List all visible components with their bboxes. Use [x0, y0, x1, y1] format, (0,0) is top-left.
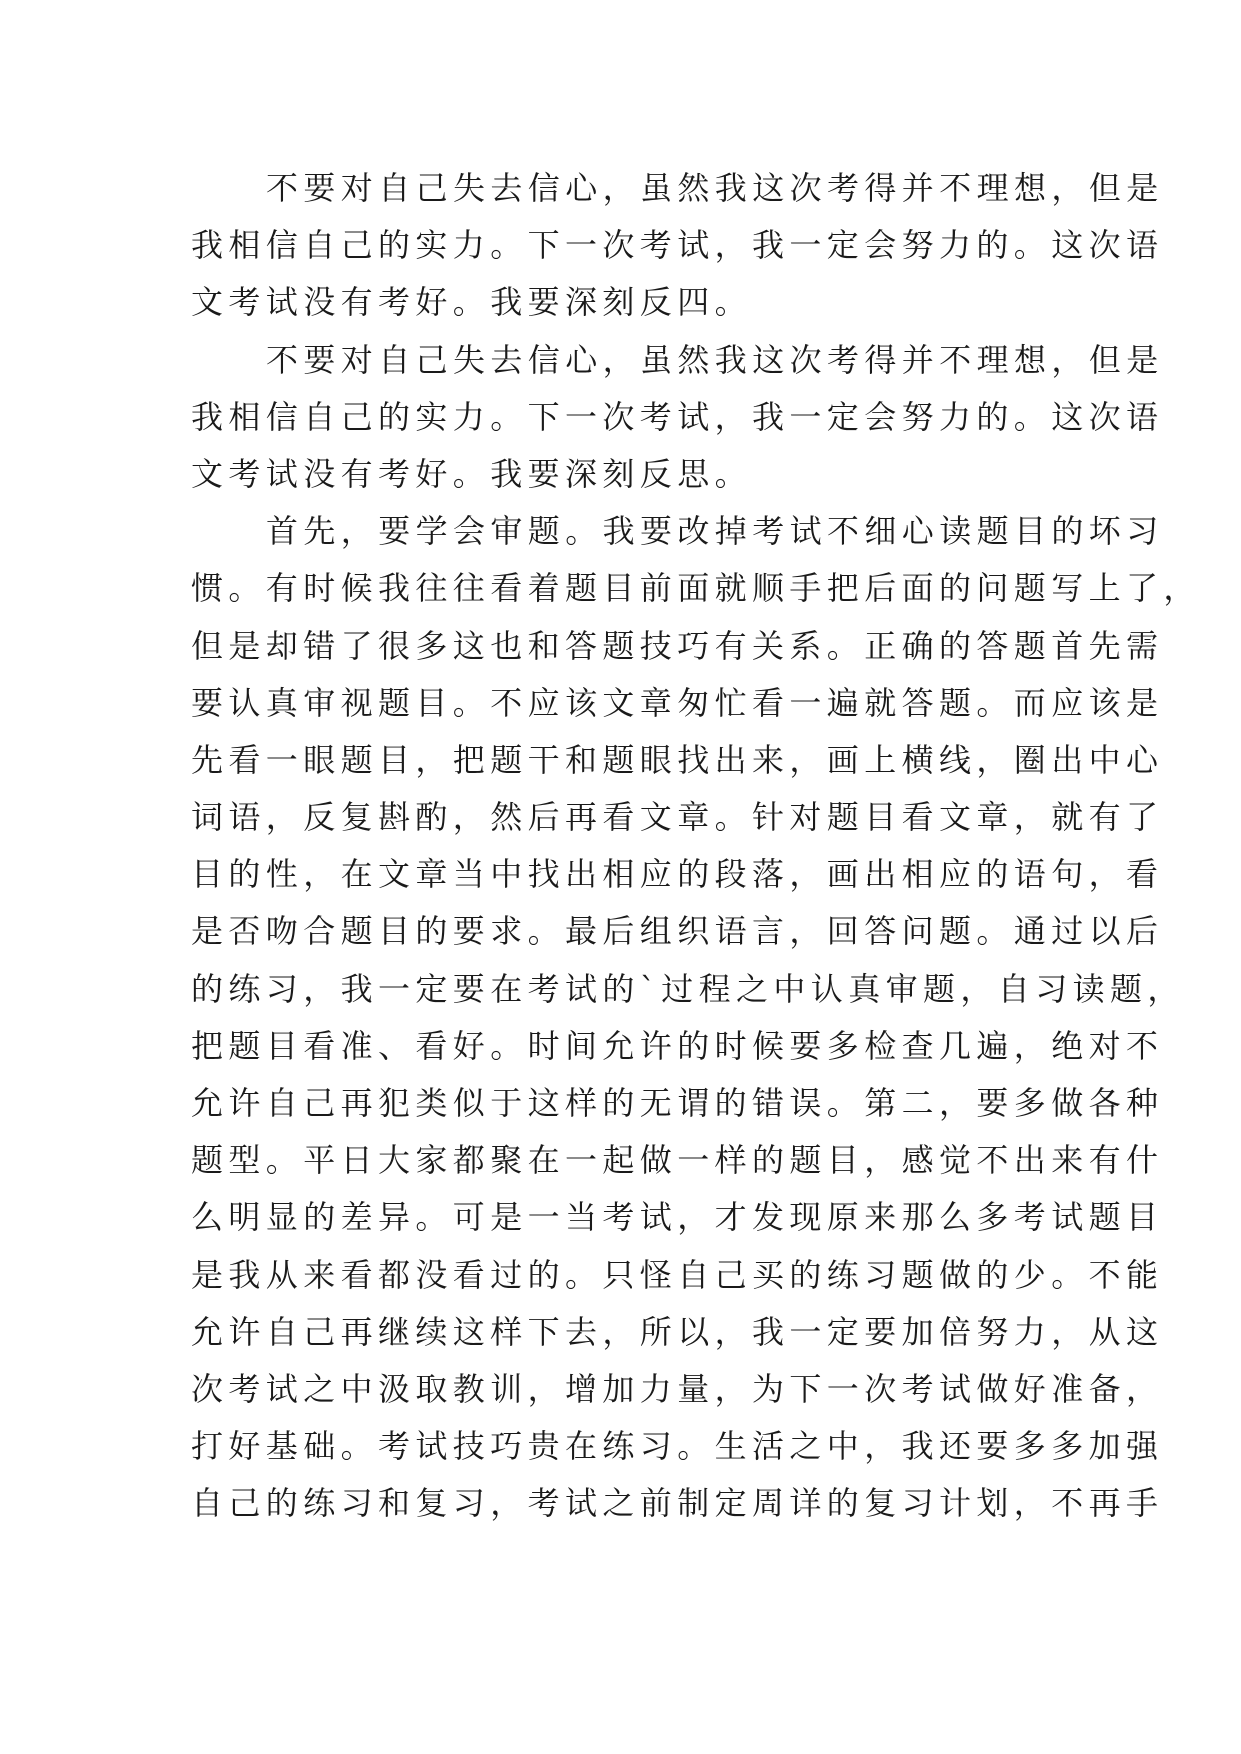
- text-line: 词语，反复斟酌，然后再看文章。针对题目看文章，就有了: [191, 798, 1164, 837]
- text-line: 首先，要学会审题。我要改掉考试不细心读题目的坏习: [266, 512, 1164, 551]
- text-line: 不要对自己失去信心，虽然我这次考得并不理想，但是: [266, 340, 1164, 379]
- paragraph: [191, 503, 1201, 1532]
- text-line: 先看一眼题目，把题干和题眼找出来，画上横线，圈出中心: [191, 740, 1164, 779]
- text-line: 文考试没有考好。我要深刻反思。: [191, 454, 753, 493]
- text-line: 是否吻合题目的要求。最后组织语言，回答问题。通过以后: [191, 912, 1164, 951]
- text-line: 文考试没有考好。我要深刻反四。: [191, 283, 753, 322]
- text-line: 是我从来看都没看过的。只怪自己买的练习题做的少。不能: [191, 1255, 1164, 1294]
- text-line: 不要对自己失去信心，虽然我这次考得并不理想，但是: [266, 169, 1164, 207]
- text-line: 但是却错了很多这也和答题技巧有关系。正确的答题首先需: [191, 626, 1164, 665]
- text-line: 目的性，在文章当中找出相应的段落，画出相应的语句，看: [191, 855, 1164, 894]
- text-line: 要认真审视题目。不应该文章匆忙看一遍就答题。而应该是: [191, 683, 1164, 722]
- text-line: 我相信自己的实力。下一次考试，我一定会努力的。这次语: [191, 226, 1164, 265]
- paragraph: [191, 160, 1164, 332]
- text-line: 题型。平日大家都聚在一起做一样的题目，感觉不出来有什: [191, 1141, 1164, 1180]
- text-line: 次考试之中汲取教训，增加力量，为下一次考试做好准备，: [191, 1369, 1164, 1408]
- document-body: [191, 160, 1201, 1533]
- text-line: 允许自己再继续这样下去，所以，我一定要加倍努力，从这: [191, 1312, 1164, 1351]
- text-line: 么明显的差异。可是一当考试，才发现原来那么多考试题目: [191, 1198, 1164, 1237]
- text-line: 打好基础。考试技巧贵在练习。生活之中，我还要多多加强: [191, 1427, 1164, 1466]
- text-line: 我相信自己的实力。下一次考试，我一定会努力的。这次语: [191, 397, 1164, 436]
- paragraph: [191, 332, 1164, 504]
- text-line: 允许自己再犯类似于这样的无谓的错误。第二，要多做各种: [191, 1084, 1164, 1122]
- text-line: 自己的练习和复习，考试之前制定周详的复习计划，不再手: [191, 1484, 1164, 1523]
- text-line: 的练习，我一定要在考试的`过程之中认真审题，自习读题，: [191, 969, 1185, 1008]
- text-line: 把题目看准、看好。时间允许的时候要多检查几遍，绝对不: [191, 1026, 1164, 1065]
- text-line: 惯。有时候我往往看着题目前面就顺手把后面的问题写上了，: [191, 569, 1201, 608]
